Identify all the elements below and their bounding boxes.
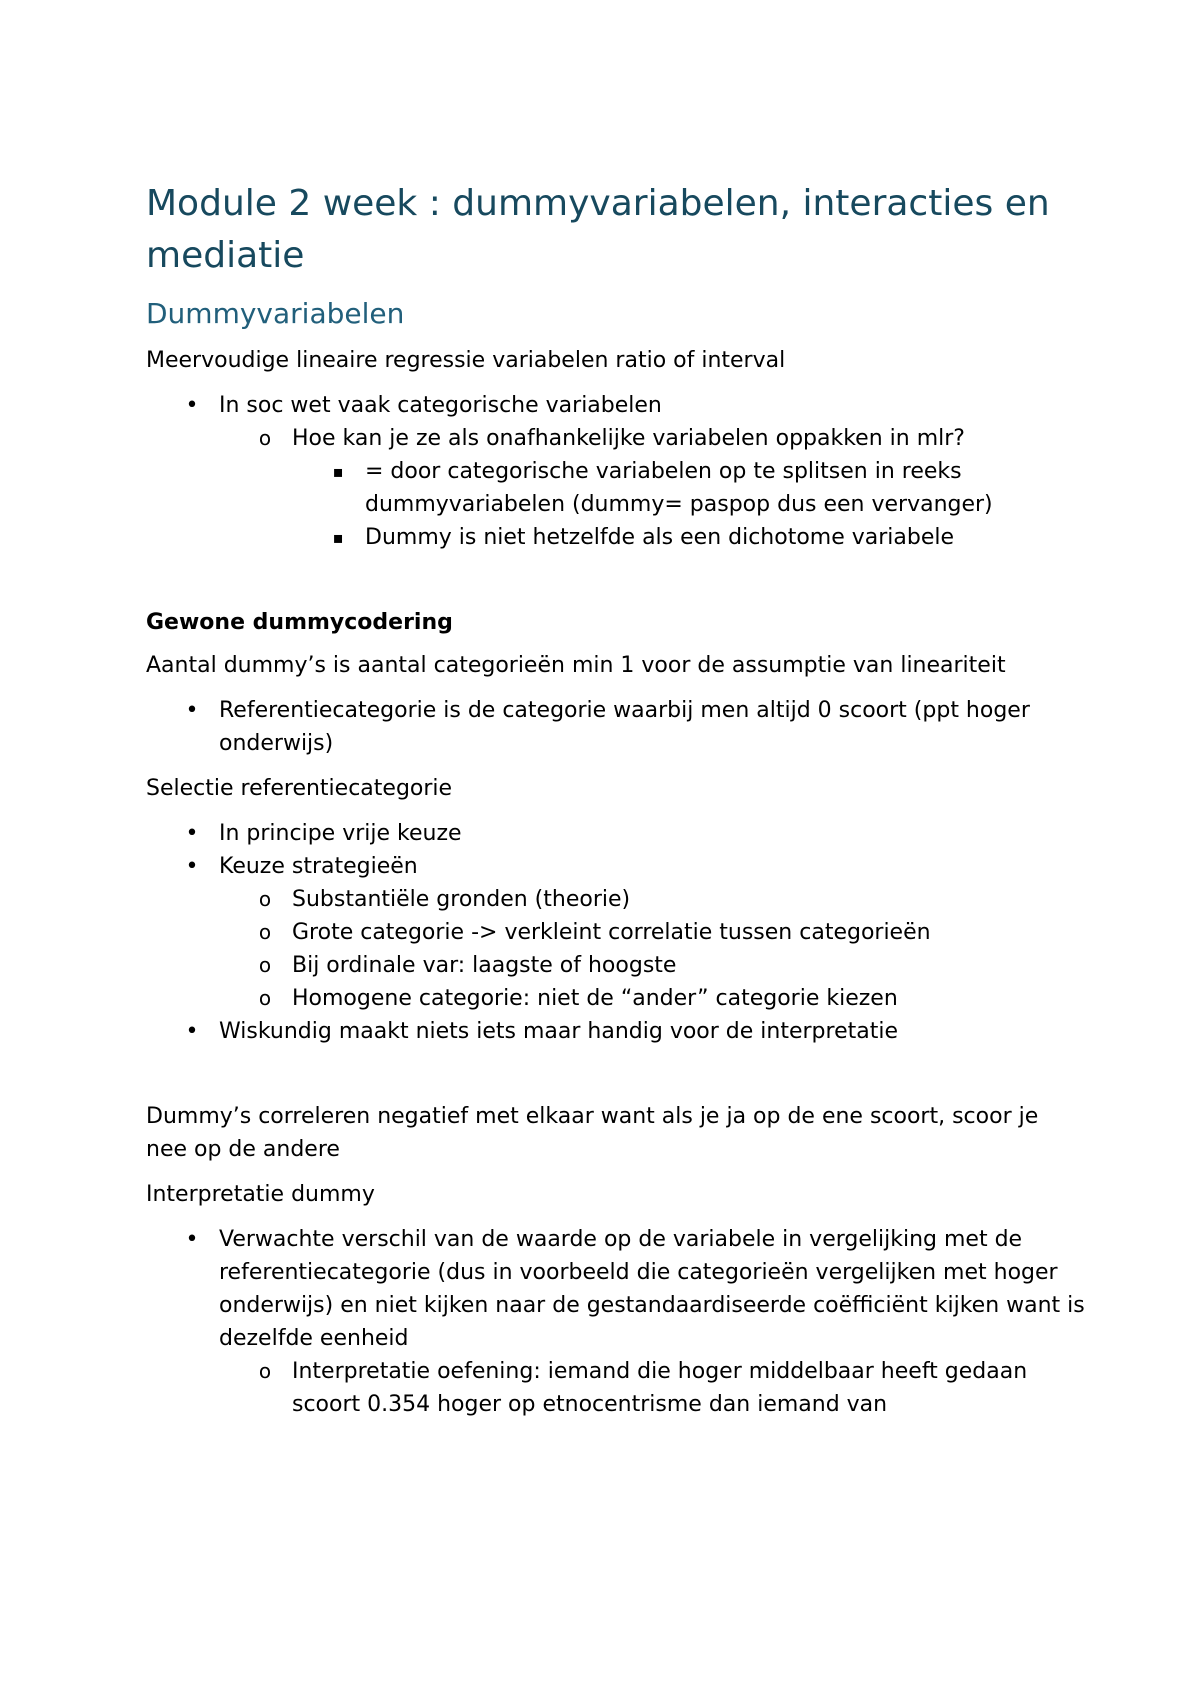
bullet-marker: • xyxy=(185,393,199,418)
paragraph: Selectie referentiecategorie xyxy=(146,776,453,801)
list-item: • Referentiecategorie is de categorie waarbij men altijd 0 scoort (ppt hoger onderwijs) xyxy=(146,694,1086,760)
spacer xyxy=(146,1060,1086,1100)
list-item: • In principe vrije keuze xyxy=(146,817,1086,850)
bullet-marker: • xyxy=(185,698,199,723)
section-heading-dummyvariabelen: Dummyvariabelen xyxy=(146,297,405,330)
paragraph: Aantal dummy’s is aantal categorieën min 1 voor de assumptie van lineariteit xyxy=(146,653,1006,678)
bullet-list xyxy=(146,694,1086,760)
list-item: • Wiskundig maakt niets iets maar handig voor de interpretatie xyxy=(146,1015,1086,1048)
list-item: ▪ Dummy is niet hetzelfde als een dichotome variabele xyxy=(146,521,1086,554)
list-item: o Homogene categorie: niet de “ander” categorie kiezen xyxy=(146,982,1086,1015)
bullet-marker: • xyxy=(185,1227,199,1252)
list-item: • Verwachte verschil van de waarde op de variabele in vergelijking met de referentiecategorie (dus in voorbeeld die categorieën vergelijken met hoger onderwijs) en niet kijken naar de gestandaardiseerde coëfficiënt kijken want is dezelfde eenheid xyxy=(146,1223,1086,1355)
bullet-list xyxy=(146,817,1086,1048)
bullet-marker: • xyxy=(185,821,199,846)
bullet-marker: • xyxy=(185,854,199,879)
list-item: o Substantiële gronden (theorie) xyxy=(146,883,1086,916)
bullet-list xyxy=(146,389,1086,554)
bullet-list xyxy=(146,1223,1086,1421)
paragraph: Meervoudige lineaire regressie variabelen ratio of interval xyxy=(146,348,786,373)
circle-marker: o xyxy=(258,920,272,944)
square-marker: ▪ xyxy=(332,528,344,547)
subheading-gewone-dummycodering: Gewone dummycodering xyxy=(146,610,453,635)
square-marker: ▪ xyxy=(332,462,344,481)
list-item: o Bij ordinale var: laagste of hoogste xyxy=(146,949,1086,982)
circle-marker: o xyxy=(258,426,272,450)
spacer xyxy=(146,566,1086,606)
circle-marker: o xyxy=(258,887,272,911)
list-item: ▪ = door categorische variabelen op te splitsen in reeks dummyvariabelen (dummy= paspop dus een vervanger) xyxy=(146,455,1086,521)
list-item: o Hoe kan je ze als onafhankelijke variabelen oppakken in mlr? xyxy=(146,422,1086,455)
circle-marker: o xyxy=(258,953,272,977)
circle-marker: o xyxy=(258,986,272,1010)
document-page xyxy=(146,178,1086,1433)
paragraph: Interpretatie dummy xyxy=(146,1182,375,1207)
paragraph: Dummy’s correleren negatief met elkaar want als je ja op de ene scoort, scoor je nee op de andere xyxy=(146,1104,1039,1162)
list-item: • Keuze strategieën xyxy=(146,850,1086,883)
circle-marker: o xyxy=(258,1359,272,1383)
list-item: o Grote categorie -> verkleint correlatie tussen categorieën xyxy=(146,916,1086,949)
bullet-marker: • xyxy=(185,1019,199,1044)
page-title: Module 2 week : dummyvariabelen, interacties en mediatie xyxy=(146,183,1050,276)
list-item: • In soc wet vaak categorische variabelen xyxy=(146,389,1086,422)
list-item: o Interpretatie oefening: iemand die hoger middelbaar heeft gedaan scoort 0.354 hoger op etnocentrisme dan iemand van xyxy=(146,1355,1086,1421)
